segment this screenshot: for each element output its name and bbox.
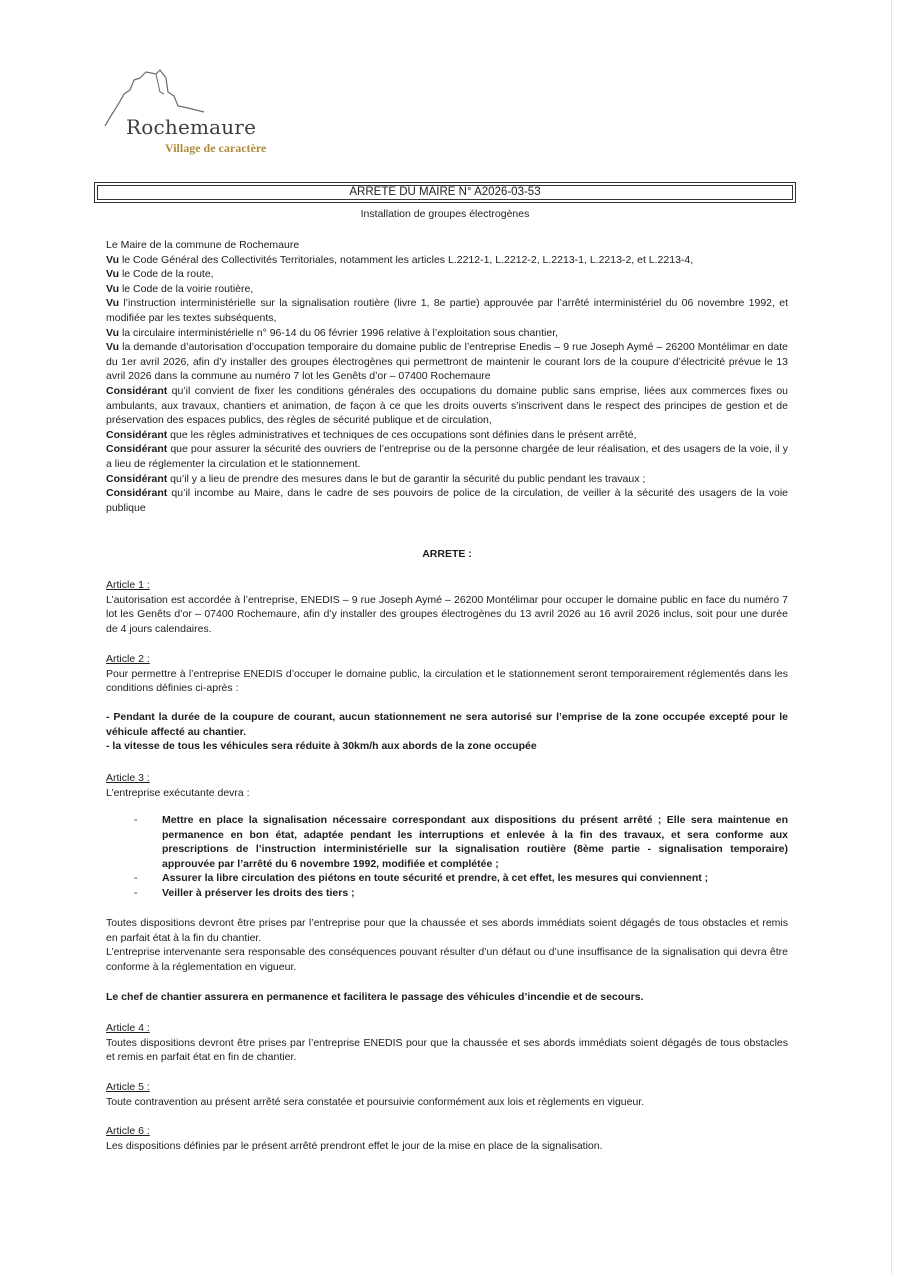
preamble-lead: Considérant xyxy=(106,384,168,397)
preamble-line xyxy=(106,282,788,297)
article-heading: Article 6 : xyxy=(106,1125,150,1137)
article-text: L’autorisation est accordée à l’entreprise, ENEDIS – 9 rue Joseph Aymé – 26200 Montélimar pour occuper le domaine public en face du numéro 7 lot les Genêts d’or – 07400 Rochemaure, afin d’y installer des groupes électrogènes du 13 avril 2026 au 16 avril 2026 inclus, soit pour une durée de 4 jours calendaires. xyxy=(106,593,788,635)
preamble-lead: Vu xyxy=(106,282,120,295)
preamble-text: la circulaire interministérielle n° 96-14 du 06 février 1996 relative à l’exploitation sous chantier, xyxy=(119,326,559,339)
preamble-line xyxy=(106,253,788,268)
preamble-line xyxy=(106,296,788,325)
preamble-line xyxy=(106,267,788,282)
preamble-line xyxy=(106,472,788,487)
article-5 xyxy=(106,1080,788,1109)
list-item: - Veiller à préserver les droits des tiers ; xyxy=(134,886,355,899)
article-heading: Article 3 : xyxy=(106,772,150,784)
preamble-lead: Vu xyxy=(106,253,120,266)
logo-tagline: Village de caractère xyxy=(165,141,267,155)
rule-speed: - la vitesse de tous les véhicules sera réduite à 30km/h aux abords de la zone occupée xyxy=(106,740,537,753)
preamble-text: l’instruction interministérielle sur la signalisation routière (livre 1, 8e partie) approuvée par l’arrêté interministériel du 06 novembre 1992, et modifiée par les textes subséquents, xyxy=(106,297,788,324)
decree-title: ARRETE DU MAIRE N° A2026-03-53 xyxy=(97,185,793,200)
note-clearance: Toutes dispositions devront être prises par l’entreprise pour que la chaussée et ses abords immédiats soient dégagés de tous obstacles et remis en parfait état à la fin du chantier. xyxy=(106,917,788,944)
article-text: Les dispositions définies par le présent arrêté prendront effet le jour de la mise en place de la signalisation. xyxy=(106,1139,603,1152)
article-heading: Article 4 : xyxy=(106,1022,150,1034)
preamble-line xyxy=(106,326,788,341)
article-3 xyxy=(106,771,788,800)
decree-subtitle: Installation de groupes électrogènes xyxy=(360,208,530,220)
preamble-line xyxy=(106,238,788,253)
rule-parking: - Pendant la durée de la coupure de courant, aucun stationnement ne sera autorisé sur l’emprise de la zone occupée excepté pour le véhicule affecté au chantier. xyxy=(106,711,788,738)
town-logo xyxy=(100,66,300,162)
article-intro: L’entreprise exécutante devra : xyxy=(106,786,250,799)
preamble-text: la demande d’autorisation d’occupation temporaire du domaine public de l’entreprise Enedis – 9 rue Joseph Aymé – 26200 Montélimar en date du 1er avril 2026, afin d’y installer des groupes électrogènes qui permettront de maintenir le courant lors de la coupure d’électricité prévue le 13 avril 2026 dans la commune au numéro 7 lot les Genêts d’or – 07400 Rochemaure xyxy=(106,341,788,383)
preamble-lead: Considérant xyxy=(106,428,168,441)
article-heading: Article 5 : xyxy=(106,1081,150,1093)
article-heading: Article 1 : xyxy=(106,579,150,591)
note-liability: L’entreprise intervenante sera responsable des conséquences pouvant résulter d’un défaut ou d’une insuffisance de la signalisation qui devra être conforme à la réglementation en vigueur. xyxy=(106,946,788,973)
preamble-line xyxy=(106,384,788,428)
preamble-text: qu’il incombe au Maire, dans le cadre de ses pouvoirs de police de la circulation, de veiller à la sécurité des usagers de la voie publique xyxy=(106,487,788,514)
preamble-lead: Vu xyxy=(106,326,120,339)
list-item: - Mettre en place la signalisation nécessaire correspondant aux dispositions du présent arrêté ; Elle sera maintenue en permanence en bon état, adaptée pendant les interruptions et enlevée à la fin des travaux, et sera conforme aux prescriptions de l’instruction interministérielle sur la signalisation routière (8ème partie - signalisation temporaire) approuvée par l’arrêté du 6 novembre 1992, modifiée et complétée ; xyxy=(134,814,788,870)
article-text: Toute contravention au présent arrêté sera constatée et poursuivie conformément aux lois et règlements en vigueur. xyxy=(106,1095,645,1108)
article-text: Pour permettre à l’entreprise ENEDIS d’occuper le domaine public, la circulation et le stationnement seront temporairement réglementés dans les conditions définies ci-après : xyxy=(106,667,788,695)
article-4 xyxy=(106,1021,788,1065)
article-heading: Article 2 : xyxy=(106,653,150,665)
site-chief-note: Le chef de chantier assurera en permanence et facilitera le passage des véhicules d’incendie et de secours. xyxy=(106,991,644,1003)
preamble xyxy=(106,238,788,515)
preamble-text: que pour assurer la sécurité des ouvriers de l’entreprise ou de la personne chargée de leur réalisation, et des usagers de la voie, il y a lieu de réglementer la circulation et le stationnement. xyxy=(106,443,788,470)
article-6 xyxy=(106,1124,788,1153)
article-1 xyxy=(106,578,788,636)
page-edge xyxy=(891,0,892,1274)
preamble-lead: Considérant xyxy=(106,487,168,500)
article-2 xyxy=(106,652,788,696)
preamble-text: que les règles administratives et techniques de ces occupations sont définies dans le présent arrêté, xyxy=(167,428,637,441)
preamble-text: le Code de la voirie routière, xyxy=(119,282,254,295)
preamble-text: le Code Général des Collectivités Territoriales, notamment les articles L.2212-1, L.2212-2, L.2213-1, L.2213-2, et L.2213-4, xyxy=(119,253,694,266)
preamble-text: Le Maire de la commune de Rochemaure xyxy=(106,239,300,251)
list-item: - Assurer la libre circulation des piétons en toute sécurité et prendre, à cet effet, les mesures qui conviennent ; xyxy=(134,872,709,885)
preamble-lead: Considérant xyxy=(106,443,168,456)
arrete-heading: ARRETE : xyxy=(422,548,472,560)
article-3-list xyxy=(106,813,788,901)
preamble-text: le Code de la route, xyxy=(119,268,214,281)
preamble-lead: Vu xyxy=(106,297,120,310)
preamble-line xyxy=(106,442,788,471)
preamble-text: qu’il y a lieu de prendre des mesures dans le but de garantir la sécurité du public pendant les travaux ; xyxy=(167,472,646,485)
logo-wordmark: Rochemaure xyxy=(126,115,257,139)
article-text: Toutes dispositions devront être prises par l’entreprise ENEDIS pour que la chaussée et ses abords immédiats soient dégagés de tous obstacles et remis en parfait état en fin de chantier. xyxy=(106,1036,788,1064)
preamble-line xyxy=(106,340,788,384)
preamble-lead: Vu xyxy=(106,268,120,281)
preamble-lead: Considérant xyxy=(106,472,168,485)
preamble-line xyxy=(106,486,788,515)
preamble-line xyxy=(106,428,788,443)
preamble-text: qu’il convient de fixer les conditions générales des occupations du domaine public sans emprise, liées aux commerces fixes ou ambulants, aux travaux, chantiers et animation, de façon à ce que les droits ouverts s’inscrivent dans le respect des principes de gestion et de préservation des espaces publics, des règles de sécurité publique et de circulation, xyxy=(106,384,788,427)
article-2-rules xyxy=(106,710,788,754)
preamble-lead: Vu xyxy=(106,341,120,354)
article-3-notes xyxy=(106,916,788,974)
decree-title-box xyxy=(94,182,796,203)
